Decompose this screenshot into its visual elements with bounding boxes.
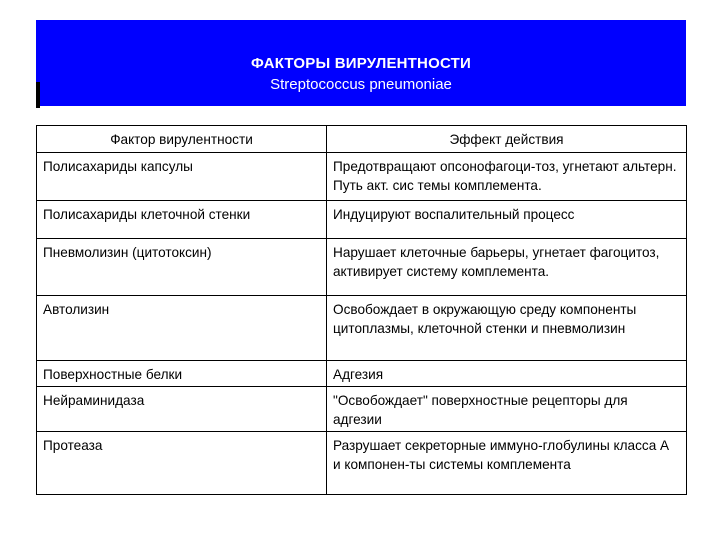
effect-cell: Освобождает в окружающую среду компоненты цитоплазмы, клеточной стенки и пневмолизин bbox=[327, 296, 687, 361]
factor-cell: Протеаза bbox=[37, 432, 327, 495]
page-subtitle: Streptococcus pneumoniae bbox=[270, 76, 452, 93]
page-title: ФАКТОРЫ ВИРУЛЕНТНОСТИ bbox=[251, 55, 471, 72]
table-row bbox=[37, 153, 687, 201]
effect-cell: Адгезия bbox=[327, 361, 687, 387]
effect-cell: Нарушает клеточные барьеры, угнетает фагоцитоз, активирует систему комплемента. bbox=[327, 239, 687, 296]
effect-cell: Разрушает секреторные иммуно-глобулины класса А и компонен-ты системы комплемента bbox=[327, 432, 687, 495]
factor-cell: Нейраминидаза bbox=[37, 387, 327, 432]
virulence-factors-table bbox=[36, 125, 687, 495]
factor-cell: Автолизин bbox=[37, 296, 327, 361]
effect-cell: "Освобождает" поверхностные рецепторы для адгезии bbox=[327, 387, 687, 432]
column-header-factor: Фактор вирулентности bbox=[37, 126, 327, 153]
factor-cell: Поверхностные белки bbox=[37, 361, 327, 387]
effect-cell: Предотвращают опсонофагоци-тоз, угнетают альтерн. Путь акт. сис темы комплемента. bbox=[327, 153, 687, 201]
table-row bbox=[37, 432, 687, 495]
title-banner bbox=[36, 20, 686, 106]
table-row bbox=[37, 387, 687, 432]
table-row bbox=[37, 239, 687, 296]
banner-edge-mark bbox=[36, 82, 40, 108]
column-header-effect: Эффект действия bbox=[327, 126, 687, 153]
effect-cell: Индуцируют воспалительный процесс bbox=[327, 201, 687, 239]
table-row bbox=[37, 201, 687, 239]
table-row bbox=[37, 296, 687, 361]
factor-cell: Полисахариды клеточной стенки bbox=[37, 201, 327, 239]
table-header-row bbox=[37, 126, 687, 153]
table-row bbox=[37, 361, 687, 387]
factor-cell: Пневмолизин (цитотоксин) bbox=[37, 239, 327, 296]
factor-cell: Полисахариды капсулы bbox=[37, 153, 327, 201]
